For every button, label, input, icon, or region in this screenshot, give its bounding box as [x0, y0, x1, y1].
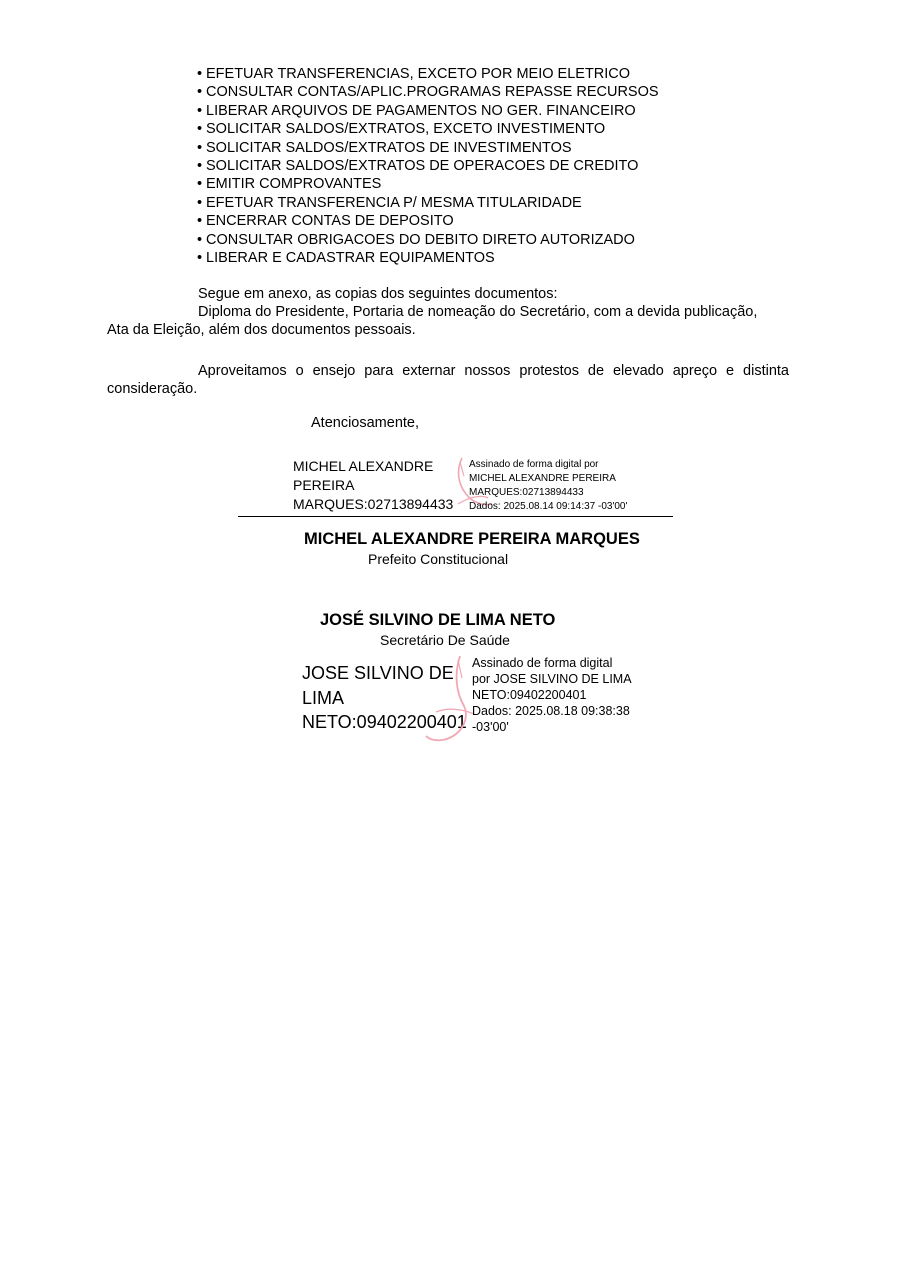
signature-stamp-icon [420, 652, 480, 747]
bullet-icon: • [197, 176, 203, 193]
bullet-icon: • [197, 194, 203, 211]
digital-signature-2-meta: Assinado de forma digital por JOSE SILVINO DE LIMA NETO:09402200401 Dados: 2025.08.18 09:38:38 -03'00' [472, 656, 632, 734]
list-item: • LIBERAR ARQUIVOS DE PAGAMENTOS NO GER. FINANCEIRO [197, 102, 636, 119]
signer-1-printed-name: MICHEL ALEXANDRE PEREIRA MARQUES [304, 530, 640, 548]
list-item: • ENCERRAR CONTAS DE DEPOSITO [197, 213, 454, 230]
permissions-list [197, 65, 659, 267]
bullet-icon: • [197, 102, 203, 119]
bullet-icon: • [197, 66, 203, 82]
closing-line-1: Aproveitamos o ensejo para externar nossos protestos de elevado apreço e distinta [198, 363, 789, 379]
bullet-icon: • [197, 121, 203, 138]
annex-line-1: Diploma do Presidente, Portaria de nomeação do Secretário, com a devida publicação, [198, 304, 758, 320]
list-item: • SOLICITAR SALDOS/EXTRATOS DE OPERACOES DE CREDITO [197, 158, 639, 175]
list-item: • SOLICITAR SALDOS/EXTRATOS, EXCETO INVESTIMENTO [197, 121, 606, 138]
bullet-icon: • [197, 158, 203, 175]
list-item: • EMITIR COMPROVANTES [197, 176, 382, 193]
bullet-icon: • [197, 250, 203, 267]
list-item: • EFETUAR TRANSFERENCIAS, EXCETO POR MEIO ELETRICO [197, 66, 631, 82]
bullet-icon: • [197, 139, 203, 156]
list-item: • EFETUAR TRANSFERENCIA P/ MESMA TITULARIDADE [197, 194, 582, 211]
list-item: • CONSULTAR CONTAS/APLIC.PROGRAMAS REPASSE RECURSOS [197, 84, 659, 101]
digital-signature-1-name: MICHEL ALEXANDRE PEREIRA MARQUES:02713894433 [293, 458, 454, 512]
bullet-icon: • [197, 231, 203, 248]
list-item: • SOLICITAR SALDOS/EXTRATOS DE INVESTIMENTOS [197, 139, 572, 156]
annex-line-2: Ata da Eleição, além dos documentos pessoais. [107, 322, 416, 338]
regards: Atenciosamente, [311, 415, 420, 431]
bullet-icon: • [197, 213, 203, 230]
signer-2-printed-name: JOSÉ SILVINO DE LIMA NETO [320, 611, 556, 629]
digital-signature-1-meta: Assinado de forma digital por MICHEL ALEXANDRE PEREIRA MARQUES:02713894433 Dados: 2025.08.14 09:14:37 -03'00' [469, 459, 628, 512]
digital-signature-2-name: JOSE SILVINO DE LIMA NETO:09402200401 [302, 663, 467, 732]
signer-2-role: Secretário De Saúde [380, 632, 510, 648]
list-item: • LIBERAR E CADASTRAR EQUIPAMENTOS [197, 250, 495, 267]
signature-line [238, 516, 673, 517]
list-item: • CONSULTAR OBRIGACOES DO DEBITO DIRETO AUTORIZADO [197, 231, 635, 248]
bullet-icon: • [197, 84, 203, 101]
signer-1-role: Prefeito Constitucional [368, 551, 509, 567]
closing-line-2: consideração. [107, 381, 198, 397]
annex-intro: Segue em anexo, as copias dos seguintes documentos: [198, 286, 558, 302]
